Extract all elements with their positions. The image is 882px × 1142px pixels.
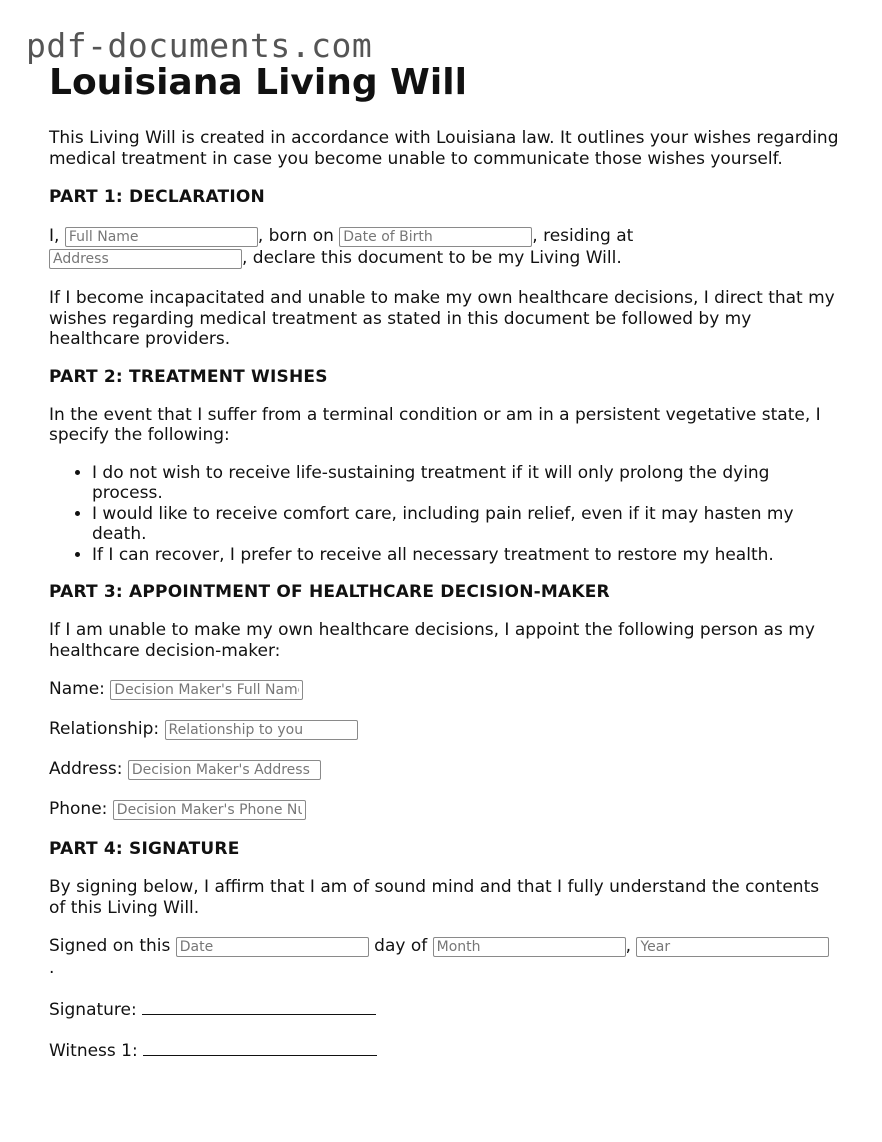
decision-maker-relationship-row xyxy=(49,719,839,740)
name-label: Name: xyxy=(49,679,105,699)
signature-line[interactable] xyxy=(142,997,376,1015)
document-page xyxy=(49,62,839,1061)
period-text: . xyxy=(49,958,55,978)
decision-maker-name-input[interactable] xyxy=(110,680,303,700)
decision-maker-phone-row xyxy=(49,799,839,820)
comma-text: , xyxy=(625,936,632,956)
decision-maker-phone-input[interactable] xyxy=(113,800,306,820)
affirm-paragraph: By signing below, I affirm that I am of sound mind and that I fully understand the contents of this Living Will. xyxy=(49,877,820,918)
decision-maker-address-label: Address: xyxy=(49,759,123,779)
signature-row xyxy=(49,997,839,1021)
document-title: Louisiana Living Will xyxy=(49,62,467,103)
treatment-item: • I do not wish to receive life-sustaining treatment if it will only prolong the dying process. xyxy=(92,463,839,504)
signed-on-this-text: Signed on this xyxy=(49,936,171,956)
sign-month-input[interactable] xyxy=(433,937,626,957)
treatment-item: • If I can recover, I prefer to receive all necessary treatment to restore my health. xyxy=(92,545,839,566)
part3-heading: PART 3: APPOINTMENT OF HEALTHCARE DECISION-MAKER xyxy=(49,582,610,602)
treatment-list xyxy=(49,463,839,566)
phone-label: Phone: xyxy=(49,799,108,819)
part1-heading: PART 1: DECLARATION xyxy=(49,187,265,207)
treatment-intro: In the event that I suffer from a terminal condition or am in a persistent vegetative state, I specify the following: xyxy=(49,404,821,445)
intro-paragraph: This Living Will is created in accordance with Louisiana law. It outlines your wishes regarding medical treatment in case you become unable to communicate those wishes yourself. xyxy=(49,128,839,169)
address-input[interactable] xyxy=(49,249,242,269)
part2-heading: PART 2: TREATMENT WISHES xyxy=(49,366,328,387)
part4-heading: PART 4: SIGNATURE xyxy=(49,839,240,859)
decision-maker-name-row xyxy=(49,679,839,700)
full-name-input[interactable] xyxy=(65,227,258,247)
incapacitated-paragraph: If I become incapacitated and unable to make my own healthcare decisions, I direct that my wishes regarding medical treatment as stated in this document be followed by my healthcare providers. xyxy=(49,288,835,349)
day-of-text: day of xyxy=(374,936,428,956)
born-on-text: , born on xyxy=(257,226,334,246)
decision-maker-address-row xyxy=(49,759,839,780)
relationship-input[interactable] xyxy=(165,720,358,740)
sign-year-input[interactable] xyxy=(636,937,829,957)
watermark: pdf-documents.com xyxy=(26,26,373,65)
decision-maker-address-input[interactable] xyxy=(128,760,321,780)
witness1-label: Witness 1: xyxy=(49,1040,138,1061)
decision-maker-intro: If I am unable to make my own healthcare decisions, I appoint the following person as my healthcare decision-maker: xyxy=(49,620,815,661)
sign-date-input[interactable] xyxy=(176,937,369,957)
witness1-signature-line[interactable] xyxy=(143,1038,377,1056)
declaration-i-text: I, xyxy=(49,226,60,246)
signed-on-row xyxy=(49,935,839,979)
witness1-row xyxy=(49,1038,839,1062)
date-of-birth-input[interactable] xyxy=(339,227,532,247)
declare-text: , declare this document to be my Living Will. xyxy=(242,248,622,268)
residing-at-text: , residing at xyxy=(532,226,634,246)
treatment-item: • I would like to receive comfort care, including pain relief, even if it may hasten my death. xyxy=(92,504,839,545)
declaration-line xyxy=(49,225,839,269)
signature-label: Signature: xyxy=(49,1000,137,1020)
relationship-label: Relationship: xyxy=(49,719,160,739)
